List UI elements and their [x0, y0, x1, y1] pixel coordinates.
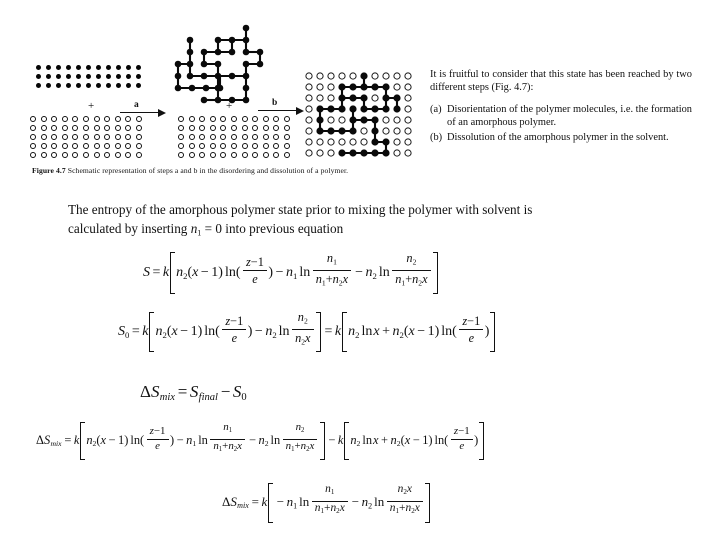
solvent-site-dot — [199, 116, 205, 122]
solvent-site-dot — [62, 143, 68, 149]
solvent-site-dot — [104, 152, 110, 158]
solvent-site-dot — [383, 128, 389, 134]
solvent-site-dot — [317, 150, 323, 156]
solvent-site-dot — [394, 150, 400, 156]
solvent-site-dot — [30, 116, 36, 122]
polymer-segment-dot — [106, 83, 111, 88]
solvent-site-dot — [72, 152, 78, 158]
plus-sign-left: + — [88, 100, 95, 112]
list-item — [430, 103, 692, 130]
solvent-site-dot — [125, 143, 131, 149]
polymer-segment-dot — [36, 74, 41, 79]
polymer-segment-dot — [96, 74, 101, 79]
solvent-site-dot — [263, 116, 269, 122]
solvent-site-dot — [306, 117, 312, 123]
solvent-site-dot — [62, 116, 68, 122]
solvent-site-dot — [210, 143, 216, 149]
solvent-site-dot — [405, 73, 411, 79]
solvent-site-dot — [350, 73, 356, 79]
lattice-row — [30, 150, 147, 159]
solvent-site-dot — [104, 116, 110, 122]
solvent-site-dot — [94, 143, 100, 149]
solvent-site-dot — [328, 95, 334, 101]
polymer-segment-dot — [36, 65, 41, 70]
solvent-site-dot — [394, 117, 400, 123]
solvent-site-dot — [242, 125, 248, 131]
solvent-site-dot — [383, 73, 389, 79]
solvent-site-dot — [339, 73, 345, 79]
solvent-site-dot — [115, 116, 121, 122]
solvent-site-dot — [361, 128, 367, 134]
solvent-site-dot — [189, 116, 195, 122]
polymer-segment-dot — [126, 65, 131, 70]
solvent-site-dot — [62, 125, 68, 131]
solvent-site-dot — [328, 73, 334, 79]
solvent-site-dot — [394, 73, 400, 79]
solvent-site-dot — [394, 128, 400, 134]
polymer-segment-dot — [116, 65, 121, 70]
solvent-site-dot — [306, 128, 312, 134]
solvent-site-dot — [83, 116, 89, 122]
solvent-site-dot — [41, 143, 47, 149]
figure-4-7 — [30, 14, 420, 184]
solvent-site-dot — [30, 125, 36, 131]
solvent-site-dot — [263, 125, 269, 131]
solvent-site-dot — [405, 139, 411, 145]
lattice-row — [178, 114, 295, 123]
polymer-segment-dot — [46, 65, 51, 70]
arrow-b-line — [258, 110, 298, 111]
solvent-site-dot — [51, 125, 57, 131]
figure-caption-text: Schematic representation of steps a and b in the disordering and dissolution of a polymer. — [67, 166, 349, 175]
solvent-site-dot — [104, 143, 110, 149]
solvent-site-dot — [339, 117, 345, 123]
solvent-lattice-middle — [178, 114, 295, 159]
solvent-site-dot — [220, 125, 226, 131]
solvent-site-dot — [306, 95, 312, 101]
solvent-site-dot — [189, 152, 195, 158]
solvent-site-dot — [125, 116, 131, 122]
solvent-site-dot — [284, 143, 290, 149]
solvent-site-dot — [199, 143, 205, 149]
list-item-text: Disorientation of the polymer molecules, i.e. the formation of an amorphous polymer. — [447, 103, 692, 129]
solvent-site-dot — [306, 139, 312, 145]
solvent-site-dot — [273, 125, 279, 131]
solvent-site-dot — [394, 139, 400, 145]
solvent-site-dot — [273, 134, 279, 140]
polymer-segment-dot — [46, 83, 51, 88]
solvent-site-dot — [189, 134, 195, 140]
solvent-site-dot — [252, 125, 258, 131]
polymer-segment-dot — [56, 74, 61, 79]
arrow-b-label: b — [272, 98, 278, 108]
solvent-site-dot — [317, 139, 323, 145]
solvent-site-dot — [94, 134, 100, 140]
polymer-segment-dot — [126, 83, 131, 88]
solvent-site-dot — [361, 139, 367, 145]
solvent-site-dot — [210, 125, 216, 131]
polymer-segment-dot — [136, 74, 141, 79]
solvent-site-dot — [242, 116, 248, 122]
list-item-marker: (a) — [430, 103, 442, 115]
lattice-row — [36, 71, 146, 80]
solvent-site-dot — [339, 139, 345, 145]
solvent-site-dot — [189, 143, 195, 149]
solvent-site-dot — [220, 134, 226, 140]
lattice-row — [36, 62, 146, 71]
solvent-site-dot — [263, 143, 269, 149]
solvent-site-dot — [189, 125, 195, 131]
solvent-site-dot — [306, 73, 312, 79]
solvent-site-dot — [284, 134, 290, 140]
solvent-site-dot — [178, 125, 184, 131]
solvent-site-dot — [284, 116, 290, 122]
solvent-site-dot — [252, 143, 258, 149]
solvent-site-dot — [317, 73, 323, 79]
polymer-segment-dot — [86, 83, 91, 88]
solvent-site-dot — [372, 73, 378, 79]
polymer-segment-dot — [56, 83, 61, 88]
solvent-site-dot — [383, 117, 389, 123]
solvent-site-dot — [41, 152, 47, 158]
list-item-marker: (b) — [430, 131, 443, 143]
solvent-site-dot — [273, 152, 279, 158]
solvent-site-dot — [263, 152, 269, 158]
plus-sign-middle: + — [226, 100, 233, 112]
solvent-site-dot — [51, 116, 57, 122]
lattice-row — [30, 123, 147, 132]
side-text-lead: It is fruitful to consider that this state has been reached by two different steps (Fig. 4.7): — [430, 69, 692, 94]
arrow-a-line — [120, 112, 160, 113]
solvent-site-dot — [94, 116, 100, 122]
solvent-site-dot — [30, 152, 36, 158]
solvent-site-dot — [41, 116, 47, 122]
polymer-segment-dot — [126, 74, 131, 79]
solvent-site-dot — [405, 150, 411, 156]
solvent-site-dot — [104, 134, 110, 140]
polymer-segment-dot — [66, 74, 71, 79]
polymer-segment-dot — [36, 83, 41, 88]
body-paragraph-line1: The entropy of the amorphous polymer state prior to mixing the polymer with solvent is — [68, 202, 533, 217]
solvent-site-dot — [136, 152, 142, 158]
figure-caption — [32, 166, 412, 175]
lattice-row — [178, 141, 295, 150]
solvent-site-dot — [62, 134, 68, 140]
solvent-site-dot — [405, 84, 411, 90]
solvent-site-dot — [115, 134, 121, 140]
side-text-column — [430, 68, 692, 145]
solvent-site-dot — [199, 134, 205, 140]
lattice-row — [30, 141, 147, 150]
solvent-site-dot — [231, 143, 237, 149]
solvent-site-dot — [306, 84, 312, 90]
solvent-site-dot — [263, 134, 269, 140]
polymer-segment-dot — [76, 65, 81, 70]
body-paragraph-line2-post: into previous equation — [225, 221, 344, 236]
solvent-site-dot — [252, 152, 258, 158]
solvent-site-dot — [41, 134, 47, 140]
polymer-segment-dot — [76, 83, 81, 88]
polymer-segment-dot — [116, 83, 121, 88]
solvent-site-dot — [72, 116, 78, 122]
polymer-segment-dot — [136, 65, 141, 70]
solvent-site-dot — [51, 134, 57, 140]
solvent-site-dot — [199, 152, 205, 158]
solvent-site-dot — [394, 84, 400, 90]
solvent-site-dot — [328, 117, 334, 123]
equation-1: S = k $n_2(x - 1)$ ln( $\frac{z-1}{e}$ ) − $n_1$ ln $\frac{n_1}{n_1+n_2x}$ − $n_2$ ln $\frac{n_2}{n_1+n_2x}$ — [143, 252, 439, 294]
polymer-segment-dot — [106, 65, 111, 70]
solvent-site-dot — [328, 84, 334, 90]
solvent-site-dot — [273, 143, 279, 149]
ordered-polymer-lattice — [36, 62, 146, 89]
solvent-site-dot — [125, 152, 131, 158]
dissolved-polymer-lattice — [302, 69, 412, 164]
solvent-site-dot — [178, 116, 184, 122]
solvent-site-dot — [252, 116, 258, 122]
solvent-site-dot — [220, 116, 226, 122]
polymer-segment-dot — [46, 74, 51, 79]
solvent-site-dot — [306, 106, 312, 112]
lattice-row — [30, 132, 147, 141]
solvent-site-dot — [125, 134, 131, 140]
lattice-row — [178, 150, 295, 159]
solvent-site-dot — [242, 152, 248, 158]
solvent-site-dot — [83, 125, 89, 131]
solvent-site-dot — [41, 125, 47, 131]
solvent-site-dot — [231, 134, 237, 140]
polymer-segment-dot — [86, 65, 91, 70]
solvent-site-dot — [30, 143, 36, 149]
body-paragraph — [68, 200, 668, 242]
solvent-site-dot — [94, 152, 100, 158]
solvent-site-dot — [210, 116, 216, 122]
equation-3: $\Delta S_{mix} = S_{final} - S_0$ — [140, 382, 247, 404]
polymer-segment-dot — [96, 65, 101, 70]
polymer-segment-dot — [96, 83, 101, 88]
arrow-a-head — [158, 109, 166, 117]
solvent-site-dot — [405, 128, 411, 134]
body-paragraph-line2-mid: = 0 — [204, 221, 222, 236]
solvent-site-dot — [136, 116, 142, 122]
solvent-site-dot — [199, 125, 205, 131]
polymer-segment-dot — [76, 74, 81, 79]
solvent-site-dot — [178, 152, 184, 158]
solvent-site-dot — [317, 95, 323, 101]
solvent-site-dot — [125, 125, 131, 131]
solvent-site-dot — [306, 150, 312, 156]
equation-4: $\Delta S_{mix} = k$ $n_2(x - 1)$ ln( $\frac{z-1}{e}$ ) − $n_1$ ln $\frac{n_1}{n_1+n_2x}$ − $n_2$ ln $\frac{n_2}{n_1+n_2x}$ − k $n_2$ $\ln x + n_2(x - 1)$ ln( $\frac{z-1}{e}$ ) — [36, 422, 485, 460]
solvent-site-dot — [83, 134, 89, 140]
solvent-site-dot — [231, 116, 237, 122]
polymer-segment-dot — [136, 83, 141, 88]
polymer-segment-dot — [106, 74, 111, 79]
solvent-site-dot — [405, 106, 411, 112]
solvent-site-dot — [405, 117, 411, 123]
solvent-site-dot — [252, 134, 258, 140]
solvent-site-dot — [30, 134, 36, 140]
polymer-segment-dot — [86, 74, 91, 79]
solvent-site-dot — [104, 125, 110, 131]
solvent-site-dot — [284, 125, 290, 131]
solvent-site-dot — [220, 143, 226, 149]
solvent-lattice-left — [30, 114, 147, 159]
polymer-segment-dot — [56, 65, 61, 70]
solvent-site-dot — [405, 95, 411, 101]
solvent-site-dot — [136, 134, 142, 140]
solvent-site-dot — [51, 143, 57, 149]
polymer-segment-dot — [66, 65, 71, 70]
list-item-text: Dissolution of the amorphous polymer in the solvent. — [447, 131, 669, 143]
solvent-site-dot — [72, 134, 78, 140]
equation-5: $\Delta S_{mix} = k - n_1$ ln $\frac{n_1}{n_1+n_2x}$ − $n_2$ ln $\frac{n_2x}{n_1+n_2x}$ — [222, 483, 431, 523]
lattice-row — [178, 123, 295, 132]
solvent-site-dot — [72, 143, 78, 149]
solvent-site-dot — [83, 152, 89, 158]
solvent-site-dot — [115, 143, 121, 149]
solvent-site-dot — [62, 152, 68, 158]
solvent-site-dot — [136, 125, 142, 131]
solvent-site-dot — [328, 139, 334, 145]
arrow-a-label: a — [134, 100, 139, 110]
lattice-row — [178, 132, 295, 141]
equation-2: $S_0 = k$ $n_2(x - 1)$ ln( $\frac{z-1}{e}$ ) − $n_2$ ln $\frac{n_2}{n_2x}$ = k $n_2$ $\ln x + n_2(x - 1)$ ln( $\frac{z-1}{e}$ ) — [118, 312, 496, 352]
list-item — [430, 131, 692, 144]
amorphous-polymer-coil — [170, 22, 280, 114]
solvent-site-dot — [83, 143, 89, 149]
solvent-site-dot — [51, 152, 57, 158]
solvent-site-dot — [94, 125, 100, 131]
solvent-site-dot — [317, 84, 323, 90]
solvent-site-dot — [284, 152, 290, 158]
solvent-site-dot — [72, 125, 78, 131]
inline-var-n: n — [190, 221, 198, 236]
solvent-site-dot — [372, 95, 378, 101]
solvent-site-dot — [242, 143, 248, 149]
solvent-site-dot — [328, 150, 334, 156]
solvent-site-dot — [136, 143, 142, 149]
solvent-site-dot — [273, 116, 279, 122]
solvent-site-dot — [242, 134, 248, 140]
polymer-segment-dot — [116, 74, 121, 79]
solvent-site-dot — [115, 152, 121, 158]
solvent-site-dot — [210, 152, 216, 158]
solvent-site-dot — [178, 134, 184, 140]
lattice-row — [30, 114, 147, 123]
solvent-site-dot — [115, 125, 121, 131]
solvent-site-dot — [231, 125, 237, 131]
body-paragraph-line2-pre: calculated by inserting — [68, 221, 188, 236]
polymer-segment-dot — [66, 83, 71, 88]
figure-caption-number: Figure 4.7 — [32, 166, 66, 175]
solvent-site-dot — [231, 152, 237, 158]
solvent-site-dot — [178, 143, 184, 149]
solvent-site-dot — [210, 134, 216, 140]
inline-var-n-sub: 1 — [197, 228, 202, 238]
lattice-row — [36, 80, 146, 89]
solvent-site-dot — [220, 152, 226, 158]
solvent-site-dot — [350, 139, 356, 145]
